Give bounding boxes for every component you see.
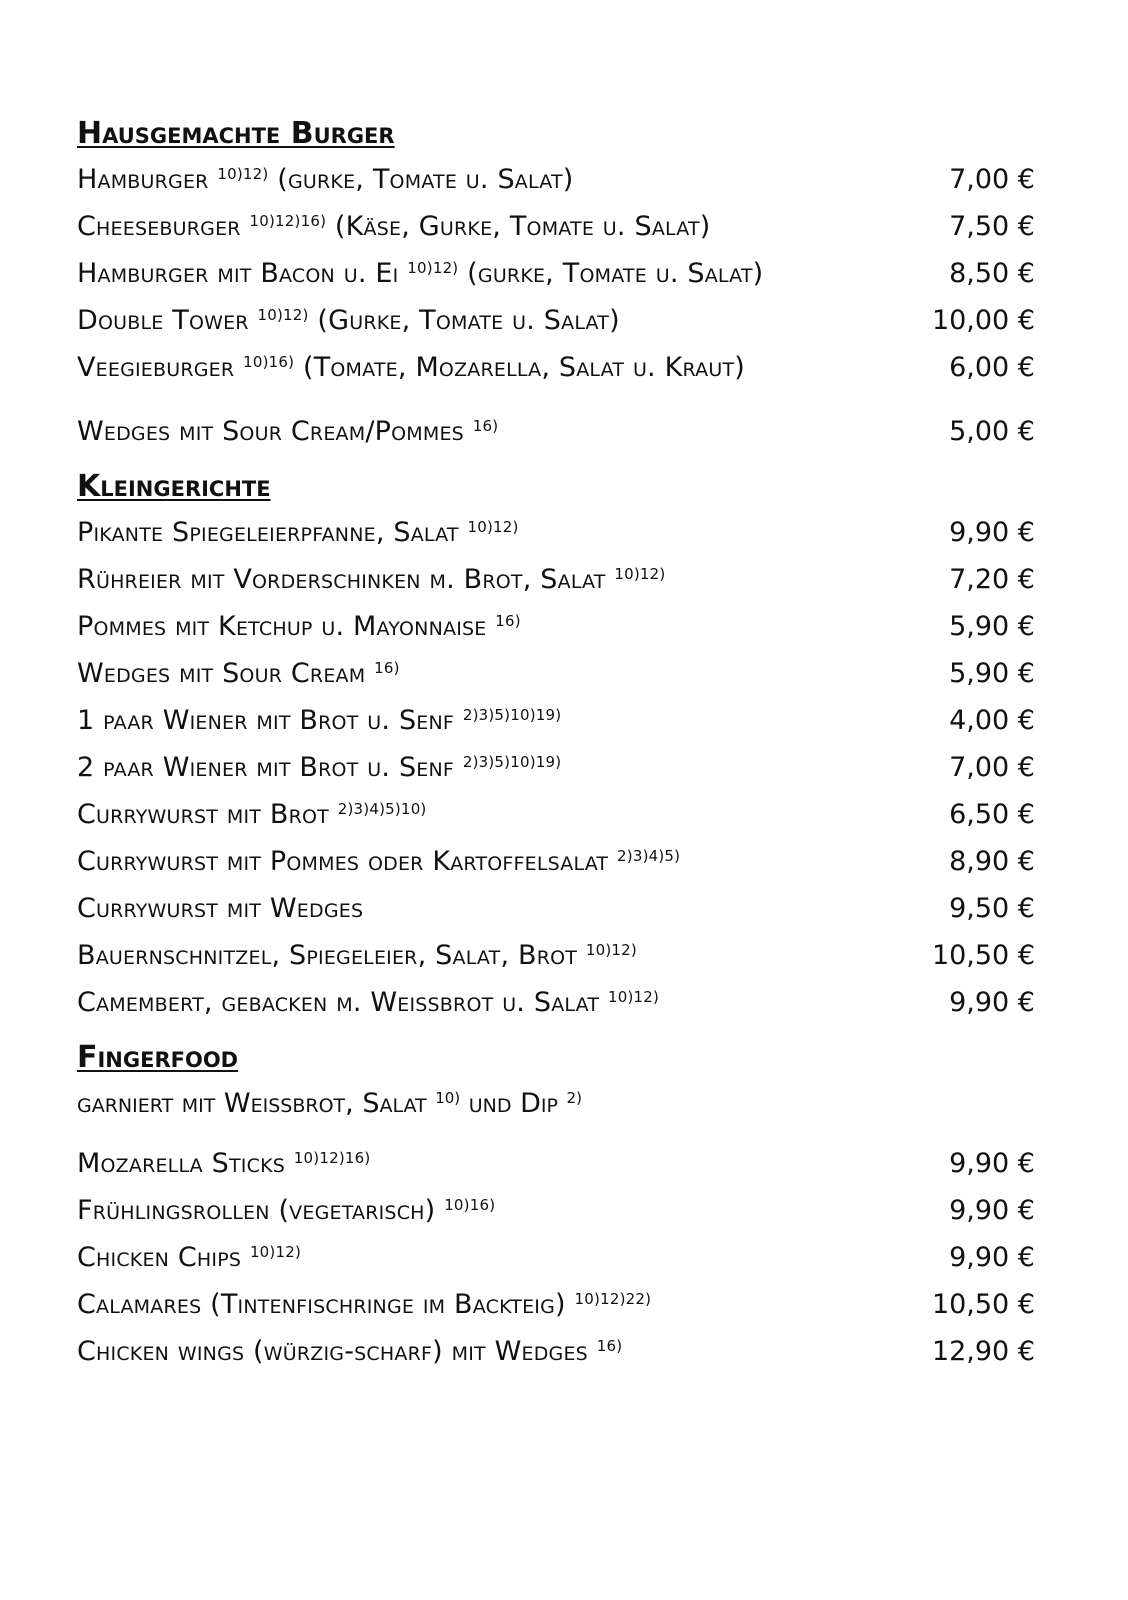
menu-item-text — [77, 885, 363, 932]
menu-item — [77, 885, 1035, 932]
menu-item-description: (Tomate, Mozarella, Salat u. Kraut) — [302, 352, 746, 383]
allergen-codes: 2) — [566, 1089, 582, 1107]
menu-item — [77, 932, 1035, 979]
menu-item-price: 8,50 € — [949, 258, 1035, 289]
menu-item-price: 5,00 € — [949, 416, 1035, 447]
allergen-codes: 10)12)16) — [249, 212, 327, 230]
menu-item-name: Veegieburger — [77, 352, 235, 383]
menu-item-text — [77, 250, 763, 297]
menu-item — [77, 979, 1035, 1026]
menu-item — [77, 556, 1035, 603]
menu-item-text — [77, 1234, 301, 1281]
menu-item-name: Camembert, gebacken m. Weissbrot u. Salat — [77, 987, 600, 1018]
menu-item-price: 6,00 € — [949, 352, 1035, 383]
menu-item-text — [77, 744, 561, 791]
menu-item — [77, 744, 1035, 791]
menu-item-name: Cheeseburger — [77, 211, 241, 242]
menu-item-price: 8,90 € — [949, 846, 1035, 877]
menu-item-text — [77, 650, 400, 697]
allergen-codes: 10)12) — [217, 165, 269, 183]
menu-item-price: 10,50 € — [931, 1289, 1035, 1320]
menu-item-name: Rühreier mit Vorderschinken m. Brot, Salat — [77, 564, 606, 595]
allergen-codes: 10)16) — [444, 1196, 496, 1214]
menu-item-price: 9,90 € — [949, 1195, 1035, 1226]
menu-item-name: 2 paar Wiener mit Brot u. Senf — [77, 752, 455, 783]
allergen-codes: 16) — [472, 417, 499, 435]
menu-item — [77, 697, 1035, 744]
menu-item-price: 9,90 € — [949, 1148, 1035, 1179]
allergen-codes: 10)12) — [585, 941, 637, 959]
menu-item-text — [77, 932, 637, 979]
allergen-codes: 10)12) — [467, 518, 519, 536]
allergen-codes: 10)16) — [243, 353, 295, 371]
allergen-codes: 2)3)5)10)19) — [462, 753, 562, 771]
allergen-codes: 16) — [596, 1337, 623, 1355]
menu-item — [77, 203, 1035, 250]
allergen-codes: 16) — [374, 659, 400, 677]
allergen-codes: 2)3)4)5) — [617, 847, 681, 865]
menu-item-text — [77, 556, 665, 603]
menu-item-text — [77, 408, 498, 455]
menu-item — [77, 1187, 1035, 1234]
menu-item-text — [77, 791, 427, 838]
menu-item — [77, 650, 1035, 697]
menu-item-text — [77, 979, 659, 1026]
menu-item-text — [77, 1187, 495, 1234]
menu-item-name: Mozarella Sticks — [77, 1148, 285, 1179]
menu-item-price: 7,00 € — [949, 752, 1035, 783]
section-title: Kleingerichte — [77, 469, 271, 504]
menu-item — [77, 408, 1035, 455]
menu-item — [77, 509, 1035, 556]
menu-item-text — [77, 156, 574, 203]
section-note — [77, 1080, 1035, 1127]
menu-page — [77, 112, 1035, 1375]
menu-item-price: 9,90 € — [949, 1242, 1035, 1273]
menu-item-name: Pikante Spiegeleierpfanne, Salat — [77, 517, 459, 548]
menu-item-description: (gurke, Tomate u. Salat) — [467, 258, 764, 289]
menu-item-description: (Käse, Gurke, Tomate u. Salat) — [334, 211, 711, 242]
menu-item-name: Currywurst mit Wedges — [77, 893, 364, 924]
section-note-text: und Dip — [468, 1088, 558, 1119]
menu-item-price: 9,50 € — [949, 893, 1035, 924]
menu-item-price: 7,00 € — [949, 164, 1035, 195]
menu-item-text — [77, 603, 521, 650]
section-title: Hausgemachte Burger — [77, 116, 395, 151]
menu-item-name: Currywurst mit Brot — [77, 799, 329, 830]
menu-item-text — [77, 838, 680, 885]
menu-item-name: Double Tower — [77, 305, 249, 336]
menu-item — [77, 1328, 1035, 1375]
menu-item — [77, 603, 1035, 650]
menu-item — [77, 297, 1035, 344]
menu-item-name: Wedges mit Sour Cream/Pommes — [77, 416, 464, 447]
allergen-codes: 2)3)5)10)19) — [462, 706, 562, 724]
allergen-codes: 10)12) — [607, 988, 660, 1006]
menu-item-price: 5,90 € — [949, 611, 1035, 642]
menu-item-name: Hamburger mit Bacon u. Ei — [77, 258, 399, 289]
menu-section — [77, 1036, 1035, 1375]
menu-item-price: 6,50 € — [949, 799, 1035, 830]
menu-item-text — [77, 344, 745, 391]
menu-item-text — [77, 1328, 622, 1375]
menu-item-name: Currywurst mit Pommes oder Kartoffelsalat — [77, 846, 609, 877]
menu-item-name: Bauernschnitzel, Spiegeleier, Salat, Brot — [77, 940, 578, 971]
menu-item — [77, 156, 1035, 203]
menu-item-name: Chicken wings (würzig-scharf) mit Wedges — [77, 1336, 588, 1367]
allergen-codes: 10)12)22) — [574, 1290, 652, 1308]
menu-item-name: Frühlingsrollen (vegetarisch) — [77, 1195, 436, 1226]
menu-item — [77, 250, 1035, 297]
menu-item-name: Chicken Chips — [77, 1242, 242, 1273]
menu-item-text — [77, 509, 519, 556]
menu-item-text — [77, 697, 561, 744]
menu-item-name: 1 paar Wiener mit Brot u. Senf — [77, 705, 455, 736]
menu-item-text — [77, 203, 711, 250]
menu-item — [77, 344, 1035, 391]
menu-item-name: Pommes mit Ketchup u. Mayonnaise — [77, 611, 487, 642]
menu-item — [77, 791, 1035, 838]
menu-item — [77, 1234, 1035, 1281]
menu-item-name: Calamares (Tintenfischringe im Backteig) — [77, 1289, 566, 1320]
menu-item-price: 5,90 € — [949, 658, 1035, 689]
section-note-text: garniert mit Weissbrot, Salat — [77, 1088, 427, 1119]
menu-item-description: (Gurke, Tomate u. Salat) — [317, 305, 620, 336]
menu-item-price: 7,20 € — [949, 564, 1035, 595]
menu-item-price: 9,90 € — [949, 517, 1035, 548]
menu-item-price: 9,90 € — [949, 987, 1035, 1018]
menu-item-price: 12,90 € — [931, 1336, 1035, 1367]
allergen-codes: 10)12)16) — [293, 1149, 371, 1167]
menu-item-name: Wedges mit Sour Cream — [77, 658, 366, 689]
allergen-codes: 10) — [435, 1089, 461, 1107]
allergen-codes: 10)12) — [407, 259, 459, 277]
menu-item-text — [77, 1140, 370, 1187]
menu-item-name: Hamburger — [77, 164, 209, 195]
menu-item-text — [77, 1281, 651, 1328]
menu-item — [77, 1140, 1035, 1187]
allergen-codes: 16) — [495, 612, 521, 630]
menu-item-price: 10,00 € — [931, 305, 1035, 336]
menu-item-description: (gurke, Tomate u. Salat) — [277, 164, 574, 195]
allergen-codes: 2)3)4)5)10) — [337, 800, 427, 818]
allergen-codes: 10)12) — [614, 565, 666, 583]
menu-item — [77, 838, 1035, 885]
menu-item-text — [77, 297, 620, 344]
menu-item-price: 4,00 € — [949, 705, 1035, 736]
menu-item-price: 10,50 € — [931, 940, 1035, 971]
menu-section — [77, 465, 1035, 1026]
menu-section — [77, 112, 1035, 455]
allergen-codes: 10)12) — [249, 1243, 302, 1261]
menu-item — [77, 1281, 1035, 1328]
section-title: Fingerfood — [77, 1040, 239, 1075]
menu-item-price: 7,50 € — [949, 211, 1035, 242]
allergen-codes: 10)12) — [257, 306, 309, 324]
